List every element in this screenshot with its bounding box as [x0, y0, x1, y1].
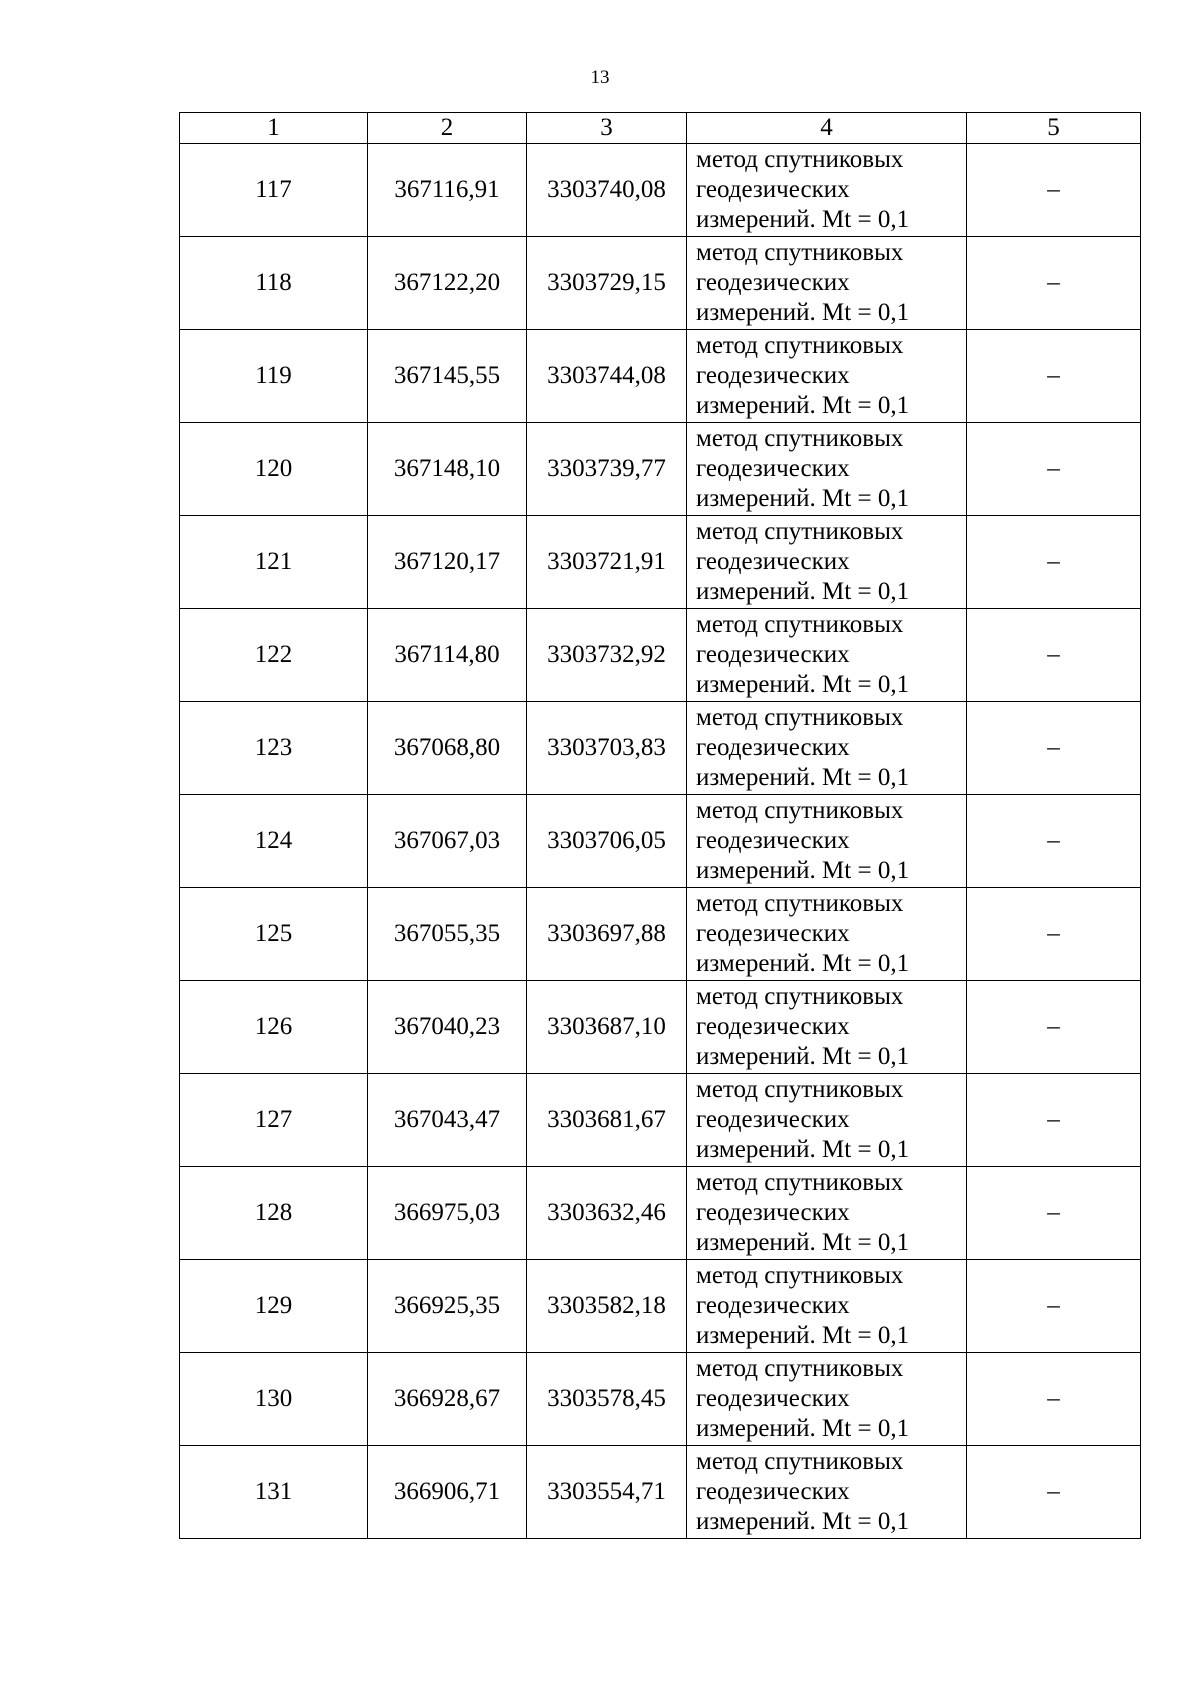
x-coordinate-cell: 367068,80: [368, 702, 527, 795]
table-row: [180, 1074, 1141, 1167]
method-line: метод спутниковых: [696, 1076, 904, 1103]
point-number-cell: 125: [180, 888, 368, 981]
description-cell: –: [967, 330, 1141, 423]
y-coordinate-cell: 3303739,77: [527, 423, 687, 516]
method-cell: [687, 795, 967, 888]
description-cell: –: [967, 516, 1141, 609]
table-row: [180, 1353, 1141, 1446]
y-coordinate-cell: 3303703,83: [527, 702, 687, 795]
method-cell: [687, 981, 967, 1074]
method-line: геодезических: [696, 1199, 850, 1226]
header-col-1: 1: [180, 113, 368, 144]
table-row: [180, 981, 1141, 1074]
method-line: геодезических: [696, 1385, 850, 1412]
x-coordinate-cell: 367122,20: [368, 237, 527, 330]
method-cell: [687, 888, 967, 981]
method-line: геодезических: [696, 269, 850, 296]
method-line: метод спутниковых: [696, 890, 904, 917]
method-line: измерений. Mt = 0,1: [696, 1508, 910, 1535]
method-line: метод спутниковых: [696, 1355, 904, 1382]
description-cell: –: [967, 1074, 1141, 1167]
description-cell: –: [967, 702, 1141, 795]
point-number-cell: 124: [180, 795, 368, 888]
method-line: геодезических: [696, 1013, 850, 1040]
method-line: измерений. Mt = 0,1: [696, 1136, 910, 1163]
description-cell: –: [967, 144, 1141, 237]
y-coordinate-cell: 3303740,08: [527, 144, 687, 237]
y-coordinate-cell: 3303721,91: [527, 516, 687, 609]
header-col-2: 2: [368, 113, 527, 144]
method-line: метод спутниковых: [696, 611, 904, 638]
point-number-cell: 121: [180, 516, 368, 609]
table-row: [180, 1167, 1141, 1260]
x-coordinate-cell: 366975,03: [368, 1167, 527, 1260]
description-cell: –: [967, 888, 1141, 981]
page-number: 13: [590, 67, 610, 88]
table-row: [180, 237, 1141, 330]
method-cell: [687, 330, 967, 423]
table-row: [180, 1446, 1141, 1539]
method-cell: [687, 1353, 967, 1446]
method-line: измерений. Mt = 0,1: [696, 206, 910, 233]
table-row: [180, 330, 1141, 423]
method-line: геодезических: [696, 827, 850, 854]
y-coordinate-cell: 3303681,67: [527, 1074, 687, 1167]
method-cell: [687, 1167, 967, 1260]
header-col-3: 3: [527, 113, 687, 144]
method-line: измерений. Mt = 0,1: [696, 857, 910, 884]
point-number-cell: 129: [180, 1260, 368, 1353]
method-line: метод спутниковых: [696, 1448, 904, 1475]
method-line: метод спутниковых: [696, 332, 904, 359]
method-line: метод спутниковых: [696, 704, 904, 731]
point-number-cell: 128: [180, 1167, 368, 1260]
y-coordinate-cell: 3303706,05: [527, 795, 687, 888]
description-cell: –: [967, 795, 1141, 888]
description-cell: –: [967, 1446, 1141, 1539]
x-coordinate-cell: 367116,91: [368, 144, 527, 237]
method-line: геодезических: [696, 641, 850, 668]
y-coordinate-cell: 3303582,18: [527, 1260, 687, 1353]
point-number-cell: 122: [180, 609, 368, 702]
table-row: [180, 423, 1141, 516]
method-line: измерений. Mt = 0,1: [696, 485, 910, 512]
x-coordinate-cell: 366928,67: [368, 1353, 527, 1446]
method-line: геодезических: [696, 176, 850, 203]
method-cell: [687, 702, 967, 795]
method-line: геодезических: [696, 548, 850, 575]
point-number-cell: 126: [180, 981, 368, 1074]
description-cell: –: [967, 1353, 1141, 1446]
method-cell: [687, 1446, 967, 1539]
method-line: измерений. Mt = 0,1: [696, 1322, 910, 1349]
method-line: измерений. Mt = 0,1: [696, 1043, 910, 1070]
method-line: метод спутниковых: [696, 797, 904, 824]
table-header: [180, 113, 1141, 144]
method-line: метод спутниковых: [696, 1169, 904, 1196]
method-line: измерений. Mt = 0,1: [696, 1415, 910, 1442]
y-coordinate-cell: 3303732,92: [527, 609, 687, 702]
method-line: метод спутниковых: [696, 146, 904, 173]
table-row: [180, 609, 1141, 702]
point-number-cell: 120: [180, 423, 368, 516]
table-row: [180, 1260, 1141, 1353]
method-line: метод спутниковых: [696, 239, 904, 266]
method-line: метод спутниковых: [696, 518, 904, 545]
table-row: [180, 888, 1141, 981]
method-line: измерений. Mt = 0,1: [696, 764, 910, 791]
y-coordinate-cell: 3303697,88: [527, 888, 687, 981]
coordinates-table: [179, 112, 1141, 1539]
method-line: метод спутниковых: [696, 1262, 904, 1289]
description-cell: –: [967, 237, 1141, 330]
method-line: метод спутниковых: [696, 425, 904, 452]
x-coordinate-cell: 366925,35: [368, 1260, 527, 1353]
x-coordinate-cell: 367148,10: [368, 423, 527, 516]
method-line: измерений. Mt = 0,1: [696, 1229, 910, 1256]
method-cell: [687, 423, 967, 516]
point-number-cell: 123: [180, 702, 368, 795]
table-row: [180, 702, 1141, 795]
method-line: измерений. Mt = 0,1: [696, 950, 910, 977]
point-number-cell: 127: [180, 1074, 368, 1167]
y-coordinate-cell: 3303632,46: [527, 1167, 687, 1260]
method-line: геодезических: [696, 1478, 850, 1505]
x-coordinate-cell: 367040,23: [368, 981, 527, 1074]
point-number-cell: 119: [180, 330, 368, 423]
point-number-cell: 131: [180, 1446, 368, 1539]
description-cell: –: [967, 609, 1141, 702]
method-line: метод спутниковых: [696, 983, 904, 1010]
x-coordinate-cell: 366906,71: [368, 1446, 527, 1539]
method-line: измерений. Mt = 0,1: [696, 392, 910, 419]
method-line: геодезических: [696, 1106, 850, 1133]
x-coordinate-cell: 367120,17: [368, 516, 527, 609]
table-row: [180, 795, 1141, 888]
method-line: геодезических: [696, 734, 850, 761]
method-line: измерений. Mt = 0,1: [696, 671, 910, 698]
method-line: геодезических: [696, 1292, 850, 1319]
header-col-5: 5: [967, 113, 1141, 144]
x-coordinate-cell: 367145,55: [368, 330, 527, 423]
method-line: геодезических: [696, 455, 850, 482]
header-row: [180, 113, 1141, 144]
method-cell: [687, 144, 967, 237]
method-line: геодезических: [696, 362, 850, 389]
method-line: геодезических: [696, 920, 850, 947]
description-cell: –: [967, 423, 1141, 516]
method-cell: [687, 1074, 967, 1167]
point-number-cell: 117: [180, 144, 368, 237]
table-row: [180, 144, 1141, 237]
x-coordinate-cell: 367114,80: [368, 609, 527, 702]
y-coordinate-cell: 3303578,45: [527, 1353, 687, 1446]
method-cell: [687, 1260, 967, 1353]
x-coordinate-cell: 367055,35: [368, 888, 527, 981]
x-coordinate-cell: 367043,47: [368, 1074, 527, 1167]
y-coordinate-cell: 3303729,15: [527, 237, 687, 330]
point-number-cell: 118: [180, 237, 368, 330]
y-coordinate-cell: 3303687,10: [527, 981, 687, 1074]
method-cell: [687, 516, 967, 609]
description-cell: –: [967, 1260, 1141, 1353]
header-col-4: 4: [687, 113, 967, 144]
method-line: измерений. Mt = 0,1: [696, 578, 910, 605]
description-cell: –: [967, 1167, 1141, 1260]
point-number-cell: 130: [180, 1353, 368, 1446]
method-line: измерений. Mt = 0,1: [696, 299, 910, 326]
table-body: [180, 144, 1141, 1539]
method-cell: [687, 237, 967, 330]
method-cell: [687, 609, 967, 702]
y-coordinate-cell: 3303554,71: [527, 1446, 687, 1539]
y-coordinate-cell: 3303744,08: [527, 330, 687, 423]
description-cell: –: [967, 981, 1141, 1074]
table-row: [180, 516, 1141, 609]
x-coordinate-cell: 367067,03: [368, 795, 527, 888]
